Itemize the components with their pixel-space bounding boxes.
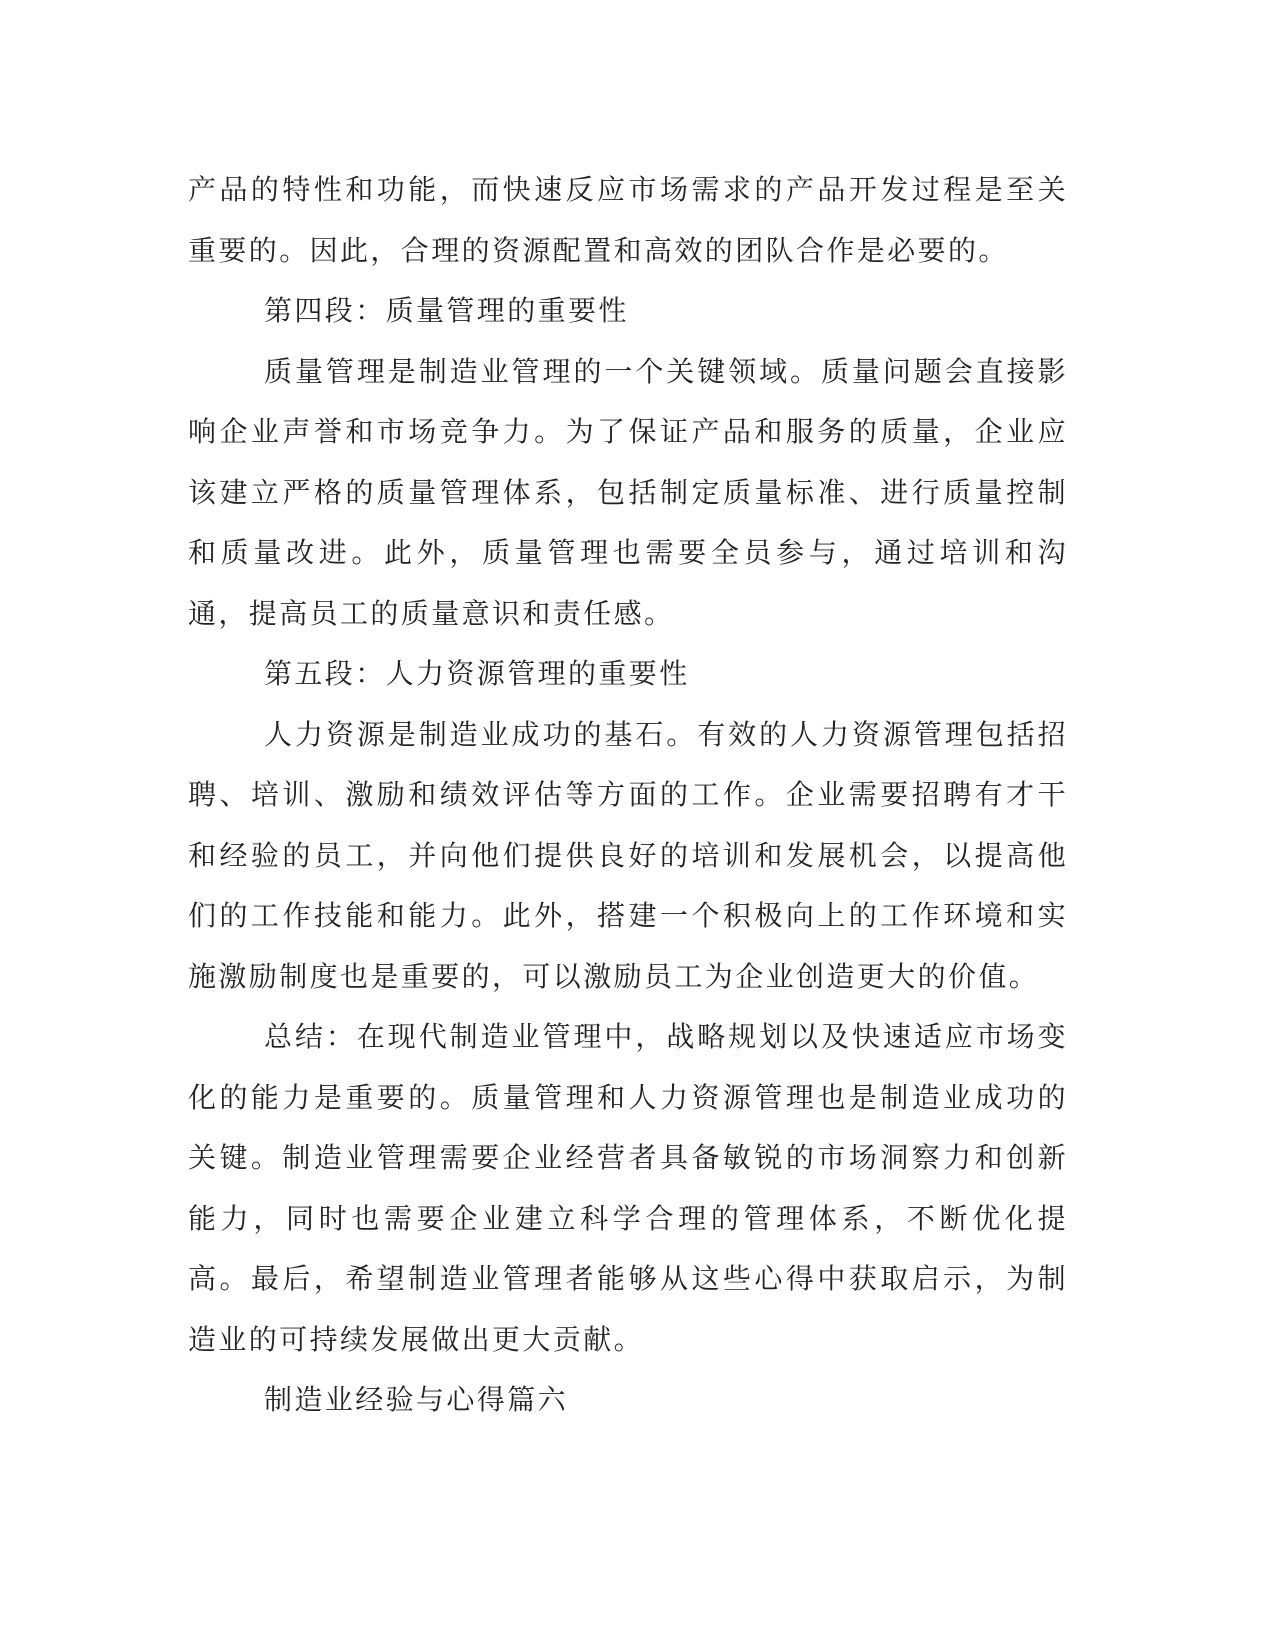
paragraph-quality: 质量管理是制造业管理的一个关键领域。质量问题会直接影响企业声誉和市场竞争力。为了保证产品和服务的质量，企业应该建立严格的质量管理体系，包括制定质量标准、进行质量控制和质量改进。此外，质量管理也需要全员参与，通过培训和沟通，提高员工的质量意识和责任感。 — [188, 354, 1068, 630]
section-heading-5: 第五段：人力资源管理的重要性 — [264, 657, 690, 690]
paragraph-summary: 总结：在现代制造业管理中，战略规划以及快速适应市场变化的能力是重要的。质量管理和人力资源管理也是制造业成功的关键。制造业管理需要企业经营者具备敏锐的市场洞察力和创新能力，同时也需要企业建立科学合理的管理体系，不断优化提高。最后，希望制造业管理者能够从这些心得中获取启示，为制造业的可持续发展做出更大贡献。 — [188, 1020, 1068, 1356]
paragraph-continuation: 产品的特性和功能，而快速反应市场需求的产品开发过程是至关重要的。因此，合理的资源配置和高效的团队合作是必要的。 — [188, 173, 1068, 267]
document-body — [188, 160, 1068, 1431]
section-heading-4: 第四段：质量管理的重要性 — [264, 294, 629, 327]
paragraph-hr: 人力资源是制造业成功的基石。有效的人力资源管理包括招聘、培训、激励和绩效评估等方面的工作。企业需要招聘有才干和经验的员工，并向他们提供良好的培训和发展机会，以提高他们的工作技能和能力。此外，搭建一个积极向上的工作环境和实施激励制度也是重要的，可以激励员工为企业创造更大的价值。 — [188, 717, 1068, 993]
section-title-6: 制造业经验与心得篇六 — [264, 1383, 569, 1416]
